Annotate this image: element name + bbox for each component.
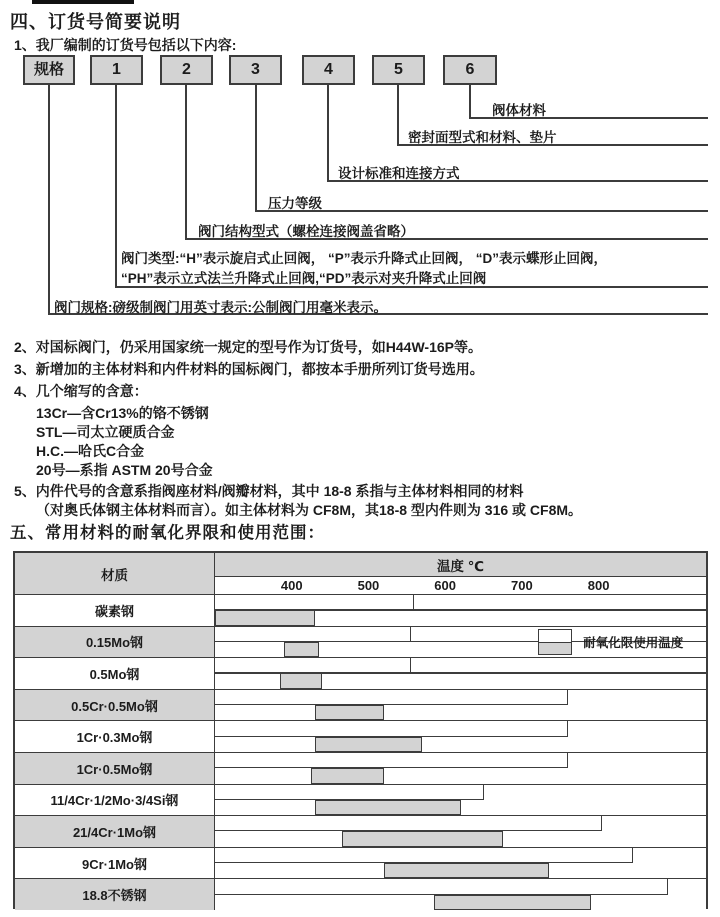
- temperature-chart-cell: [215, 658, 706, 689]
- table-row: [15, 784, 706, 816]
- table-row: [15, 752, 706, 784]
- callout-line-1: [115, 85, 117, 288]
- use-temp-bar: [215, 785, 484, 800]
- material-name: 0.5Cr·0.5Mo钢: [15, 690, 215, 721]
- order-box-5: 5: [372, 55, 425, 85]
- tick-label: 400: [280, 578, 303, 593]
- callout-body-material: 阀体材料: [492, 103, 546, 118]
- note-item-1: 1、我厂编制的订货号包括以下内容:: [14, 37, 237, 53]
- temperature-chart-cell: [215, 848, 706, 879]
- temperature-axis: [215, 576, 706, 594]
- use-temp-bar: [215, 721, 568, 736]
- material-name: 9Cr·1Mo钢: [15, 848, 215, 879]
- header-temperature-area: [215, 553, 706, 594]
- legend-box: [538, 629, 573, 656]
- use-temp-bar: [215, 816, 602, 831]
- use-temp-bar: [215, 658, 411, 673]
- abbrev-hc: H.C.—哈氏C合金: [36, 443, 145, 459]
- header-material: 材质: [15, 553, 215, 594]
- table-row: [15, 815, 706, 847]
- oxidation-range-bar: [342, 831, 503, 846]
- callout-valve-type-line1: 阀门类型:“H”表示旋启式止回阀， “P”表示升降式止回阀， “D”表示蝶形止回阀，: [121, 251, 607, 266]
- tick-label: 500: [357, 578, 380, 593]
- use-temp-bar: [215, 879, 668, 894]
- use-temp-bar: [215, 753, 568, 768]
- order-box-4: 4: [302, 55, 355, 85]
- callout-line-2: [185, 85, 187, 240]
- callout-line-spec: [48, 85, 50, 315]
- callout-valve-spec: 阀门规格:磅级制阀门用英寸表示:公制阀门用毫米表示。: [54, 300, 387, 315]
- oxidation-range-bar: [284, 642, 319, 657]
- temperature-chart-cell: [215, 816, 706, 847]
- material-name: 21/4Cr·1Mo钢: [15, 816, 215, 847]
- callout-line-4: [327, 85, 329, 182]
- temperature-chart-cell: [215, 753, 706, 784]
- table-row: [15, 878, 706, 910]
- callout-pressure-class: 压力等级: [268, 196, 322, 211]
- section4-title: 四、订货号简要说明: [10, 12, 181, 32]
- use-temp-bar: [215, 595, 414, 610]
- note-item-2: 2、对国标阀门，仍采用国家统一规定的型号作为订货号，如H44W-16P等。: [14, 339, 482, 355]
- oxidation-range-bar: [315, 800, 461, 815]
- oxidation-range-bar: [434, 895, 591, 910]
- temperature-chart-cell: [215, 879, 706, 910]
- material-name: 0.15Mo钢: [15, 627, 215, 658]
- material-name: 碳素钢: [15, 595, 215, 626]
- table-body: [15, 594, 706, 910]
- tick-label: 600: [434, 578, 457, 593]
- callout-structure-type: 阀门结构型式（螺栓连接阀盖省略）: [198, 224, 414, 239]
- oxidation-range-bar: [311, 768, 384, 783]
- order-box-spec: 规格: [23, 55, 75, 85]
- material-name: 1Cr·0.3Mo钢: [15, 721, 215, 752]
- legend-label: 耐氧化限使用温度: [583, 635, 684, 650]
- abbrev-13cr: 13Cr—含Cr13%的铬不锈钢: [36, 405, 209, 421]
- temperature-chart-cell: [215, 785, 706, 816]
- use-temp-bar: [215, 627, 411, 642]
- oxidation-range-bar: [384, 863, 549, 878]
- material-name: 0.5Mo钢: [15, 658, 215, 689]
- callout-valve-type-line2: “PH”表示立式法兰升降式止回阀,“PD”表示对夹升降式止回阀: [121, 271, 487, 286]
- use-temp-bar: [215, 848, 633, 863]
- order-box-1: 1: [90, 55, 143, 85]
- use-temp-bar: [215, 690, 568, 705]
- table-row: [15, 689, 706, 721]
- note-item-5-line1: 5、内件代号的含意系指阀座材料/阀瓣材料，其中 18-8 系指与主体材料相同的材料: [14, 483, 524, 499]
- temperature-chart-cell: [215, 690, 706, 721]
- note-item-5-line2: （对奥氏体钢主体材料而言）。如主体材料为 CF8M，其18-8 型内件则为 316 或 CF8M。: [36, 502, 583, 518]
- temperature-chart-cell: [215, 627, 706, 658]
- temperature-chart-cell: [215, 721, 706, 752]
- order-box-2: 2: [160, 55, 213, 85]
- temperature-chart-cell: [215, 595, 706, 626]
- table-header: [15, 553, 706, 594]
- material-name: 1Cr·0.5Mo钢: [15, 753, 215, 784]
- material-name: 18.8不锈钢: [15, 879, 215, 910]
- callout-seal-face: 密封面型式和材料、垫片: [408, 130, 557, 145]
- abbrev-stl: STL—司太立硬质合金: [36, 424, 175, 440]
- table-row: [15, 657, 706, 689]
- abbrev-20: 20号—系指 ASTM 20号合金: [36, 462, 213, 478]
- callout-underline-3: [255, 210, 708, 212]
- page-crop-artifact: [32, 0, 134, 4]
- material-temperature-table: [13, 551, 708, 909]
- table-row: [15, 626, 706, 658]
- callout-design-standard: 设计标准和连接方式: [338, 166, 460, 181]
- note-item-4: 4、几个缩写的含意：: [14, 383, 148, 399]
- header-temperature: 温度 ℃: [215, 553, 706, 576]
- section5-title: 五、常用材料的耐氧化界限和使用范围：: [10, 524, 325, 542]
- tick-label: 800: [587, 578, 610, 593]
- tick-label: 700: [511, 578, 533, 593]
- table-row: [15, 847, 706, 879]
- note-item-3: 3、新增加的主体材料和内件材料的国标阀门，都按本手册所列订货号选用。: [14, 361, 484, 377]
- oxidation-range-bar: [315, 737, 422, 752]
- callout-line-5: [397, 85, 399, 146]
- oxidation-range-bar: [315, 705, 384, 720]
- table-row: [15, 594, 706, 626]
- oxidation-range-bar: [215, 610, 315, 625]
- table-row: [15, 720, 706, 752]
- order-box-3: 3: [229, 55, 282, 85]
- oxidation-range-bar: [280, 673, 322, 688]
- order-box-6: 6: [443, 55, 497, 85]
- legend-box-gray-half: [539, 642, 572, 654]
- callout-line-3: [255, 85, 257, 212]
- material-name: 11/4Cr·1/2Mo·3/4Si钢: [15, 785, 215, 816]
- callout-line-6: [469, 85, 471, 119]
